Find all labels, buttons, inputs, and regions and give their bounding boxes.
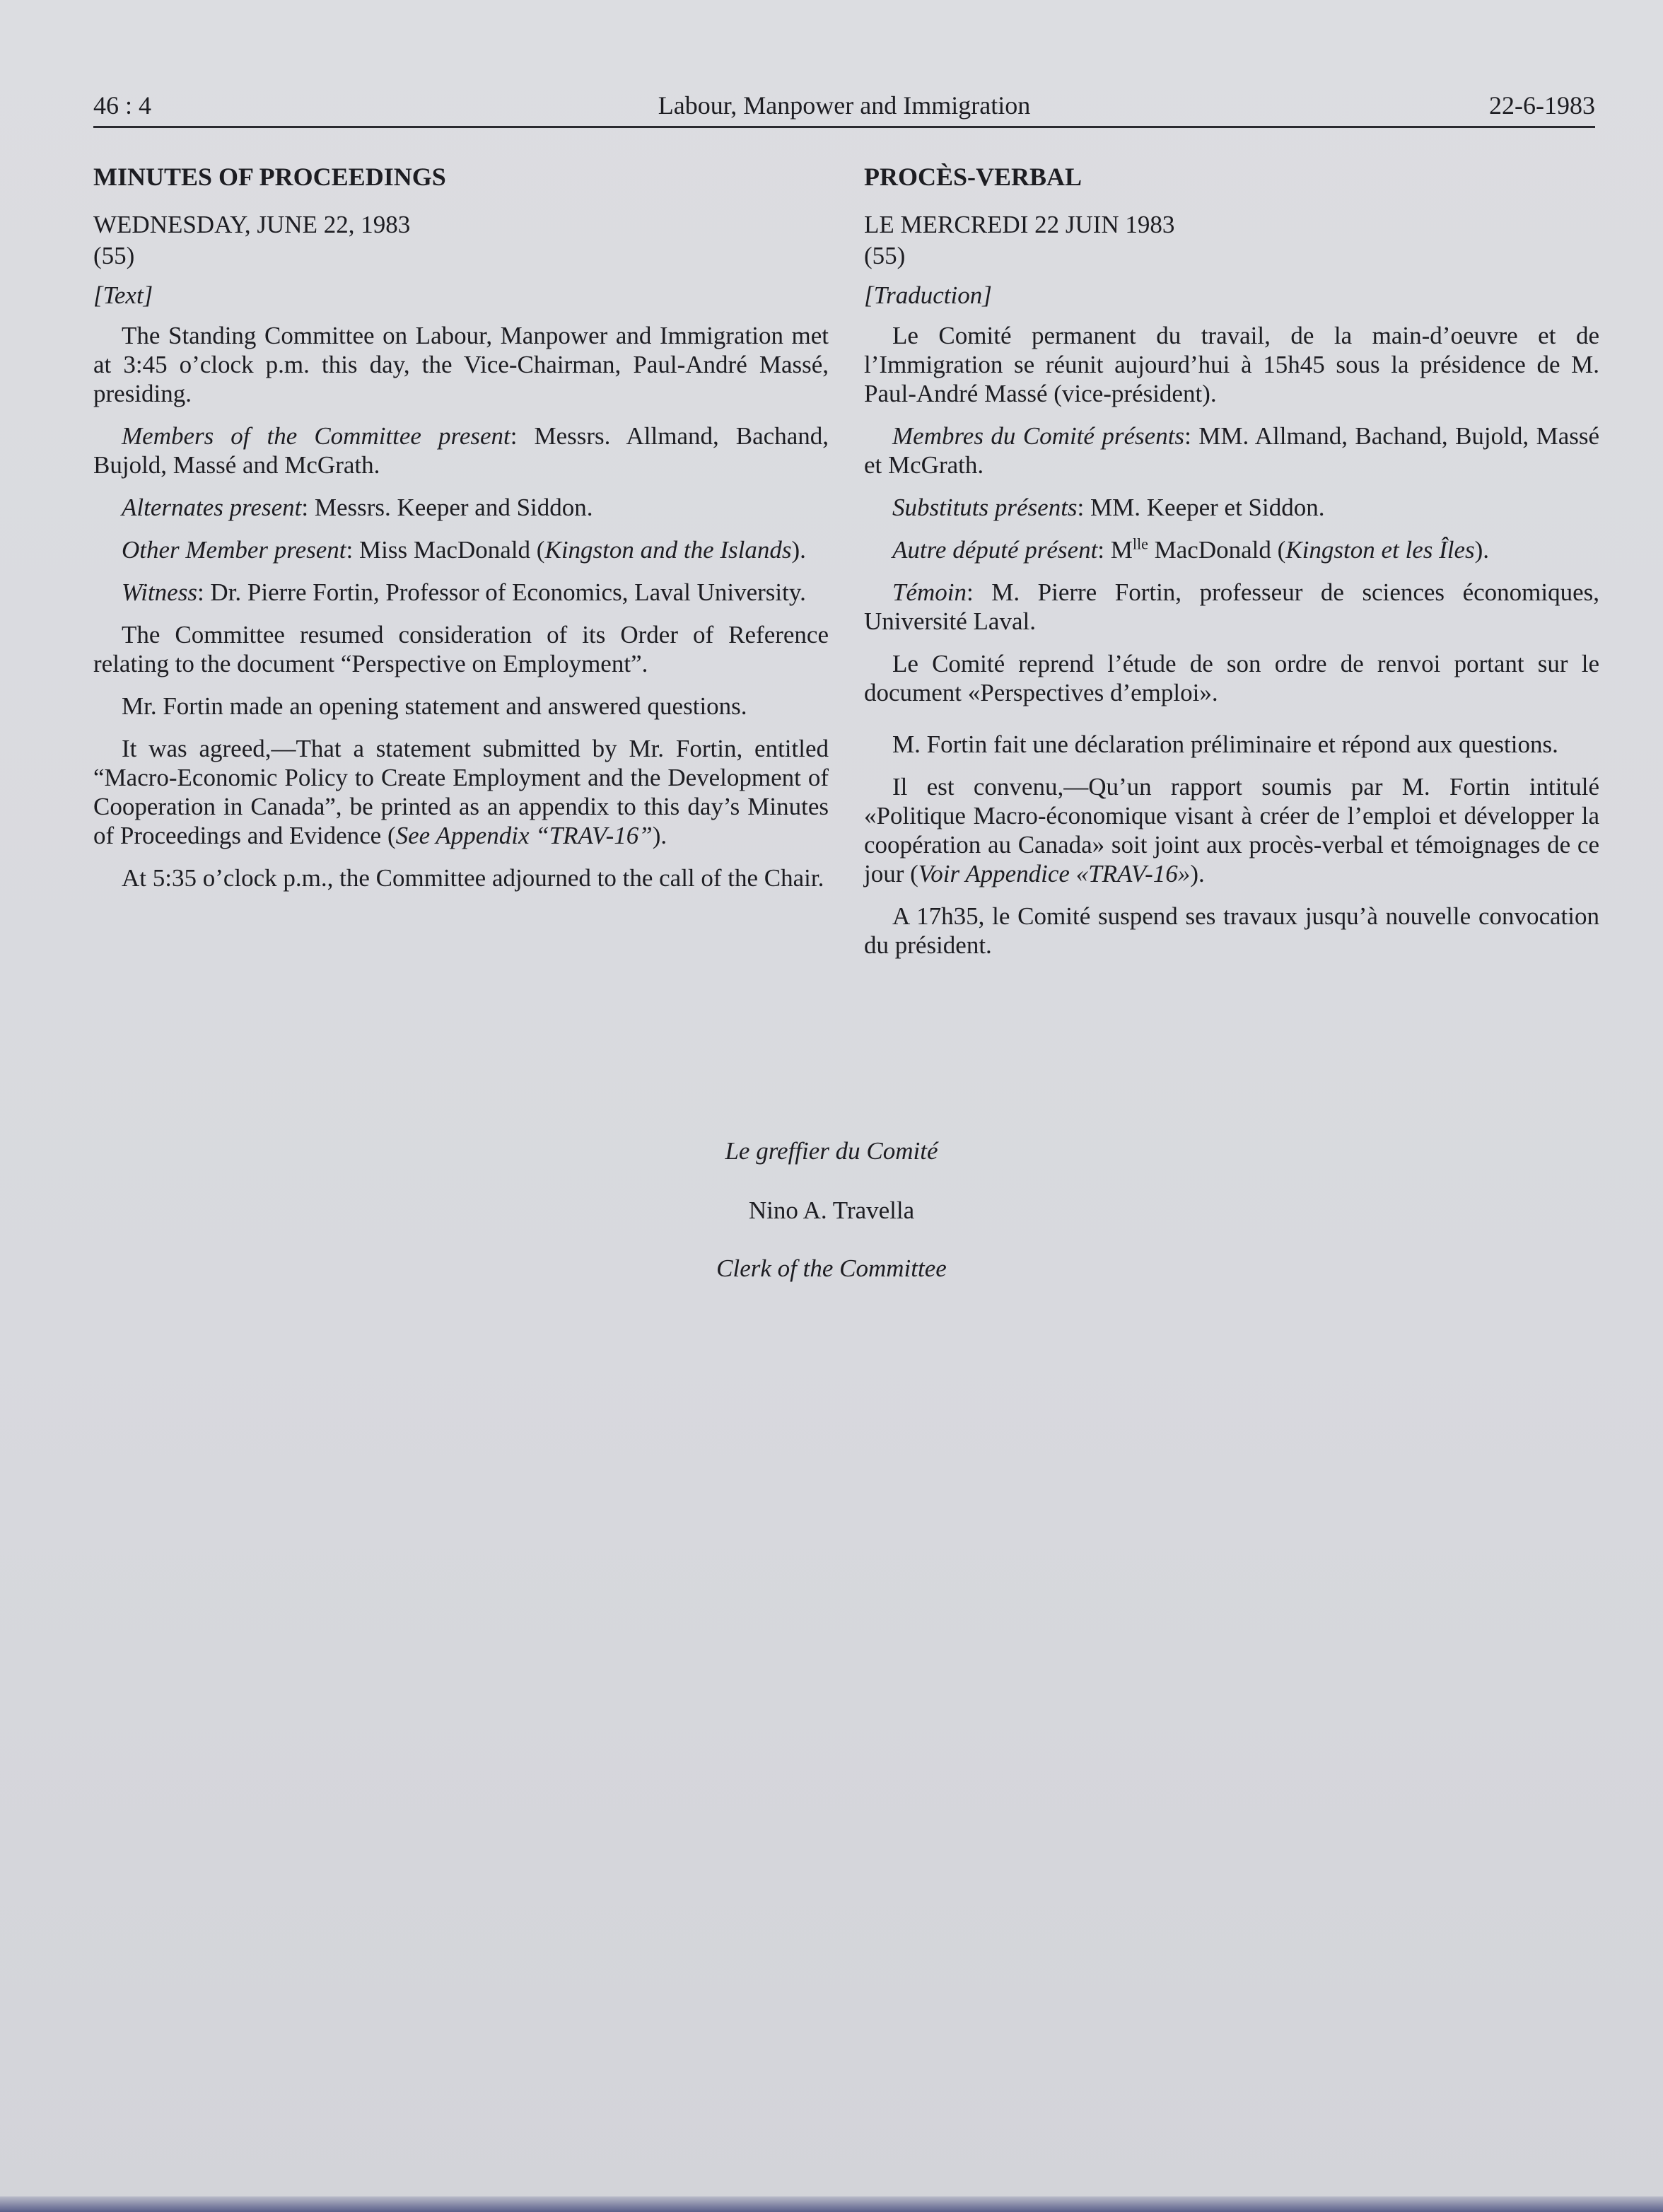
english-alternates-label: Alternates present [122, 494, 302, 521]
clerk-title-french: Le greffier du Comité [725, 1137, 938, 1165]
french-witness-paragraph [864, 578, 1599, 636]
header-date: 22-6-1983 [1489, 91, 1595, 120]
french-resumed-paragraph: Le Comité reprend l’étude de son ordre de renvoi portant sur le document «Perspectives d’emploi». [864, 650, 1599, 706]
english-resumed-paragraph: The Committee resumed consideration of its Order of Reference relating to the document “Perspective on Employment”. [93, 621, 829, 677]
french-substituts-paragraph [864, 493, 1599, 522]
french-heading: PROCÈS-VERBAL [864, 163, 1083, 191]
english-other-close: ). [791, 536, 806, 564]
running-title: Labour, Manpower and Immigration [658, 91, 1031, 120]
english-text-tag: [Text] [93, 281, 153, 309]
clerk-name: Nino A. Travella [748, 1197, 915, 1224]
english-members-text: : Messrs. Allmand, Bachand, Bujold, Massé and McGrath. [93, 422, 829, 479]
french-date: LE MERCREDI 22 JUIN 1983 [864, 211, 1175, 238]
english-issue-number: (55) [93, 242, 135, 269]
french-appendix-reference: Voir Appendice «TRAV-16» [918, 860, 1191, 887]
english-agreed-close: ). [652, 822, 667, 849]
english-other-label: Other Member present [122, 536, 346, 564]
french-opening-statement-paragraph: M. Fortin fait une déclaration préliminaire et répond aux questions. [892, 730, 1558, 758]
french-substituts-text: : MM. Keeper et Siddon. [1077, 494, 1325, 521]
clerk-title-english: Clerk of the Committee [716, 1255, 947, 1282]
english-opening-paragraph: The Standing Committee on Labour, Manpower and Immigration met at 3:45 o’clock p.m. this day, the Vice-Chairman, Paul-André Massé, presiding. [93, 322, 829, 407]
french-agreed-close: ). [1190, 860, 1205, 887]
english-heading: MINUTES OF PROCEEDINGS [93, 163, 446, 191]
french-other-text-a: : M [1097, 536, 1133, 564]
english-witness-text: : Dr. Pierre Fortin, Professor of Economics, Laval University. [197, 578, 806, 606]
english-alternates-paragraph [93, 493, 829, 522]
english-agreed-text: It was agreed,—That a statement submitted by Mr. Fortin, entitled “Macro-Economic Policy to Create Employment and the Development of Cooperation in Canada”, be printed as an appendix to this day’s Minutes of Proceedings and Evidence ( [93, 735, 829, 849]
french-agreed-text: Il est convenu,—Qu’un rapport soumis par M. Fortin intitulé «Politique Macro-économique visant à créer de l’emploi et développer la coopération au Canada» soit joint aux procès-verbal et témoignages de ce jour ( [864, 773, 1599, 887]
french-column [864, 161, 1599, 973]
english-other-riding: Kingston and the Islands [544, 536, 792, 564]
english-members-label: Members of the Committee present [122, 422, 510, 450]
header-rule [93, 126, 1595, 128]
english-other-member-paragraph [93, 535, 829, 564]
french-issue-number: (55) [864, 242, 906, 269]
french-members-text: : MM. Allmand, Bachand, Bujold, Massé et McGrath. [864, 422, 1599, 479]
english-date: WEDNESDAY, JUNE 22, 1983 [93, 211, 411, 238]
english-alternates-text: : Messrs. Keeper and Siddon. [301, 494, 593, 521]
french-adjourned-paragraph: A 17h35, le Comité suspend ses travaux jusqu’à nouvelle convocation du président. [864, 902, 1599, 959]
french-members-paragraph [864, 421, 1599, 479]
page-number: 46 : 4 [93, 91, 152, 120]
french-other-member-paragraph [864, 535, 1599, 564]
french-witness-label: Témoin [892, 578, 967, 606]
english-witness-paragraph [93, 578, 829, 607]
english-agreed-paragraph [93, 734, 829, 850]
english-witness-label: Witness [122, 578, 197, 606]
page-bottom-edge [0, 2196, 1663, 2212]
french-agreed-paragraph [864, 772, 1599, 888]
french-witness-text: : M. Pierre Fortin, professeur de sciences économiques, Université Laval. [864, 578, 1599, 635]
english-other-text: : Miss MacDonald ( [346, 536, 545, 564]
english-opening-statement-paragraph: Mr. Fortin made an opening statement and answered questions. [122, 692, 747, 720]
french-opening-paragraph: Le Comité permanent du travail, de la main-d’oeuvre et de l’Immigration se réunit aujourd’hui à 15h45 sous la présidence de M. Paul-André Massé (vice-président). [864, 322, 1599, 407]
french-other-close: ). [1474, 536, 1490, 564]
french-other-superscript: lle [1132, 535, 1148, 553]
french-other-riding: Kingston et les Îles [1285, 536, 1475, 564]
french-substituts-label: Substituts présents [892, 494, 1078, 521]
french-other-label: Autre député présent [892, 536, 1098, 564]
english-members-paragraph [93, 421, 829, 479]
page-header [93, 91, 1595, 124]
english-adjourned-paragraph: At 5:35 o’clock p.m., the Committee adjourned to the call of the Chair. [122, 864, 824, 892]
french-other-text-b: MacDonald ( [1148, 536, 1286, 564]
french-translation-tag: [Traduction] [864, 281, 992, 309]
french-members-label: Membres du Comité présents [892, 422, 1185, 450]
english-appendix-reference: See Appendix “TRAV-16” [395, 822, 653, 849]
english-column [93, 161, 829, 906]
